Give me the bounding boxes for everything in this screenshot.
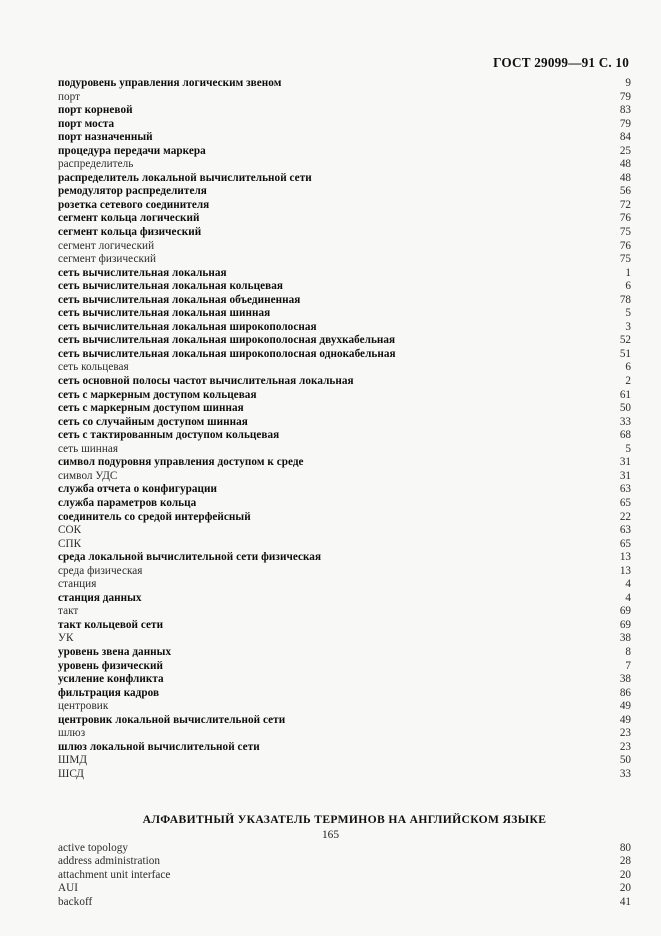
russian-index-list: [58, 77, 631, 781]
index-entry: [58, 158, 631, 172]
index-entry-page-number: 80: [619, 841, 631, 854]
index-entry-page-number: 56: [619, 185, 631, 198]
index-entry-page-number: 76: [619, 239, 631, 252]
index-entry-term: ремодулятор распределителя: [58, 185, 207, 198]
index-entry: [58, 361, 631, 375]
index-entry: [58, 700, 631, 714]
index-entry-term: сеть с маркерным доступом шинная: [58, 402, 244, 415]
index-entry-page-number: 84: [619, 131, 631, 144]
index-entry-page-number: 83: [619, 104, 631, 117]
index-entry: [58, 402, 631, 416]
index-entry-page-number: 50: [619, 402, 631, 415]
index-entry-page-number: 79: [619, 90, 631, 103]
index-entry-page-number: 63: [619, 524, 631, 537]
index-entry: [58, 456, 631, 470]
index-entry-page-number: 20: [619, 882, 631, 895]
index-entry-term: сеть вычислительная локальная широкополосная однокабельная: [58, 347, 396, 360]
index-entry: [58, 267, 631, 281]
index-entry-term: символ УДС: [58, 469, 118, 482]
index-entry: [58, 511, 631, 525]
index-entry: [58, 524, 631, 538]
index-entry-term: сегмент кольца логический: [58, 212, 200, 225]
index-entry-page-number: 63: [619, 483, 631, 496]
index-entry: [58, 226, 631, 240]
index-entry-term: розетка сетевого соединителя: [58, 198, 210, 211]
index-entry-page-number: 8: [625, 645, 631, 658]
index-entry-term: ШСД: [58, 767, 84, 780]
index-entry-term: сегмент логический: [58, 239, 155, 252]
index-entry-page-number: 86: [619, 686, 631, 699]
index-entry-term: соединитель со средой интерфейсный: [58, 510, 251, 523]
index-entry: [58, 741, 631, 755]
index-entry-page-number: 49: [619, 713, 631, 726]
index-entry-term: среда физическая: [58, 564, 143, 577]
index-entry-page-number: 7: [625, 659, 631, 672]
index-entry-page-number: 68: [619, 429, 631, 442]
index-entry: [58, 348, 631, 362]
index-entry: [58, 855, 631, 869]
index-entry-page-number: 20: [619, 868, 631, 881]
index-entry-page-number: 23: [619, 727, 631, 740]
index-entry-term: фильтрация кадров: [58, 686, 160, 699]
index-entry-page-number: 41: [619, 895, 631, 908]
index-entry-term: сеть вычислительная локальная широкополосная двухкабельная: [58, 334, 396, 347]
index-entry: [58, 240, 631, 254]
index-entry-page-number: 28: [619, 855, 631, 868]
index-entry-page-number: 5: [625, 442, 631, 455]
index-entry-page-number: 65: [619, 496, 631, 509]
index-entry: [58, 538, 631, 552]
index-entry: [58, 294, 631, 308]
index-entry: [58, 389, 631, 403]
index-entry: [58, 334, 631, 348]
index-entry-term: порт: [58, 90, 81, 103]
index-entry-page-number: 31: [619, 469, 631, 482]
index-entry-page-number: 72: [619, 198, 631, 211]
index-entry-page-number: 49: [619, 700, 631, 713]
index-entry-term: станция: [58, 578, 97, 591]
index-entry-page-number: 50: [619, 754, 631, 767]
index-entry-page-number: 23: [619, 740, 631, 753]
index-entry-page-number: 69: [619, 618, 631, 631]
index-entry-term: active topology: [58, 841, 129, 854]
index-entry-term: служба параметров кольца: [58, 496, 197, 509]
index-entry: [58, 687, 631, 701]
index-entry: [58, 592, 631, 606]
index-entry-page-number: 75: [619, 226, 631, 239]
index-entry: [58, 321, 631, 335]
index-entry-term: подуровень управления логическим звеном: [58, 77, 282, 89]
index-entry: [58, 172, 631, 186]
index-entry-page-number: 48: [619, 171, 631, 184]
index-entry-term: процедура передачи маркера: [58, 144, 206, 157]
index-entry-term: СОК: [58, 524, 82, 537]
index-entry-page-number: 4: [625, 591, 631, 604]
index-entry: [58, 145, 631, 159]
index-entry-term: уровень звена данных: [58, 645, 172, 658]
index-entry-page-number: 52: [619, 334, 631, 347]
index-entry-term: порт корневой: [58, 104, 133, 117]
index-entry-page-number: 75: [619, 253, 631, 266]
index-entry-term: сеть вычислительная локальная шинная: [58, 307, 271, 320]
index-entry-page-number: 2: [625, 375, 631, 388]
index-entry-term: сегмент кольца физический: [58, 226, 202, 239]
index-entry: [58, 307, 631, 321]
index-entry-term: служба отчета о конфигурации: [58, 483, 218, 496]
index-entry-term: сеть шинная: [58, 442, 119, 455]
page-folio: 165: [321, 829, 340, 841]
index-entry: [58, 619, 631, 633]
index-entry-page-number: 38: [619, 673, 631, 686]
index-entry-term: уровень физический: [58, 659, 164, 672]
index-entry: [58, 104, 631, 118]
index-entry-term: символ подуровня управления доступом к среде: [58, 456, 304, 469]
index-entry: [58, 375, 631, 389]
english-index-heading: АЛФАВИТНЫЙ УКАЗАТЕЛЬ ТЕРМИНОВ НА АНГЛИЙСКОМ ЯЗЫКЕ: [142, 812, 547, 826]
index-entry-term: центровик: [58, 700, 109, 713]
index-entry-page-number: 78: [619, 293, 631, 306]
index-entry-page-number: 13: [619, 551, 631, 564]
index-entry-term: порт моста: [58, 117, 115, 130]
index-entry-term: сеть с маркерным доступом кольцевая: [58, 388, 257, 401]
index-entry-term: распределитель: [58, 158, 134, 171]
index-entry-term: порт назначенный: [58, 131, 153, 144]
index-entry-term: сеть с тактированным доступом кольцевая: [58, 429, 280, 442]
index-entry-page-number: 38: [619, 632, 631, 645]
index-entry-term: станция данных: [58, 591, 142, 604]
index-entry-page-number: 6: [625, 280, 631, 293]
index-entry-page-number: 22: [619, 510, 631, 523]
index-entry-page-number: 4: [625, 578, 631, 591]
index-entry-term: сегмент физический: [58, 253, 157, 266]
index-entry-term: шлюз: [58, 727, 86, 740]
index-entry: [58, 470, 631, 484]
index-entry: [58, 673, 631, 687]
index-entry: [58, 882, 631, 896]
index-entry-page-number: 79: [619, 117, 631, 130]
index-entry-term: сеть со случайным доступом шинная: [58, 415, 248, 428]
index-entry-page-number: 5: [625, 307, 631, 320]
index-entry-page-number: 33: [619, 767, 631, 780]
index-entry-page-number: 65: [619, 537, 631, 550]
index-entry-term: такт кольцевой сети: [58, 618, 164, 631]
index-entry-term: сеть вычислительная локальная объединенная: [58, 293, 301, 306]
index-entry-page-number: 31: [619, 456, 631, 469]
index-entry-term: attachment unit interface: [58, 868, 171, 881]
index-entry-term: усиление конфликта: [58, 673, 164, 686]
index-entry: [58, 77, 631, 91]
index-entry: [58, 869, 631, 883]
index-entry: [58, 443, 631, 457]
index-entry: [58, 768, 631, 782]
english-index-list: [58, 842, 631, 910]
index-entry: [58, 131, 631, 145]
index-entry: [58, 632, 631, 646]
index-entry: [58, 497, 631, 511]
index-entry-term: AUI: [58, 882, 79, 895]
index-entry: [58, 565, 631, 579]
index-entry-term: ШМД: [58, 754, 88, 767]
index-entry: [58, 118, 631, 132]
index-entry: [58, 91, 631, 105]
index-entry-term: СПК: [58, 537, 82, 550]
index-entry-page-number: 3: [625, 320, 631, 333]
index-entry-term: address administration: [58, 855, 161, 868]
index-entry: [58, 896, 631, 910]
index-entry: [58, 714, 631, 728]
index-entry-page-number: 33: [619, 415, 631, 428]
index-entry-term: сеть вычислительная локальная широкополосная: [58, 320, 317, 333]
index-entry: [58, 416, 631, 430]
index-entry: [58, 253, 631, 267]
index-entry: [58, 660, 631, 674]
index-entry-term: центровик локальной вычислительной сети: [58, 713, 286, 726]
index-entry: [58, 185, 631, 199]
index-entry-page-number: 1: [625, 266, 631, 279]
index-entry-page-number: 69: [619, 605, 631, 618]
index-entry: [58, 212, 631, 226]
index-entry-term: среда локальной вычислительной сети физическая: [58, 551, 322, 564]
index-entry: [58, 605, 631, 619]
index-entry-page-number: 9: [625, 77, 631, 89]
index-entry-page-number: 48: [619, 158, 631, 171]
index-entry-term: УК: [58, 632, 74, 645]
index-entry-page-number: 61: [619, 388, 631, 401]
index-entry: [58, 429, 631, 443]
index-entry-term: сеть вычислительная локальная: [58, 266, 227, 279]
index-entry-term: сеть основной полосы частот вычислительная локальная: [58, 375, 354, 388]
index-entry-term: сеть вычислительная локальная кольцевая: [58, 280, 283, 293]
index-entry-page-number: 13: [619, 564, 631, 577]
index-entry-term: сеть кольцевая: [58, 361, 129, 374]
index-entry: [58, 754, 631, 768]
index-entry: [58, 199, 631, 213]
index-entry: [58, 578, 631, 592]
index-entry: [58, 483, 631, 497]
index-entry-page-number: 51: [619, 347, 631, 360]
index-entry-term: распределитель локальной вычислительной сети: [58, 171, 312, 184]
running-header: ГОСТ 29099—91 С. 10: [493, 55, 629, 70]
index-entry-page-number: 25: [619, 144, 631, 157]
index-entry-term: такт: [58, 605, 79, 618]
index-entry: [58, 646, 631, 660]
index-entry-page-number: 76: [619, 212, 631, 225]
index-entry: [58, 842, 631, 856]
index-entry-term: шлюз локальной вычислительной сети: [58, 740, 260, 753]
index-entry-term: backoff: [58, 895, 93, 908]
index-entry-page-number: 6: [625, 361, 631, 374]
index-entry: [58, 280, 631, 294]
index-entry: [58, 551, 631, 565]
index-entry: [58, 727, 631, 741]
